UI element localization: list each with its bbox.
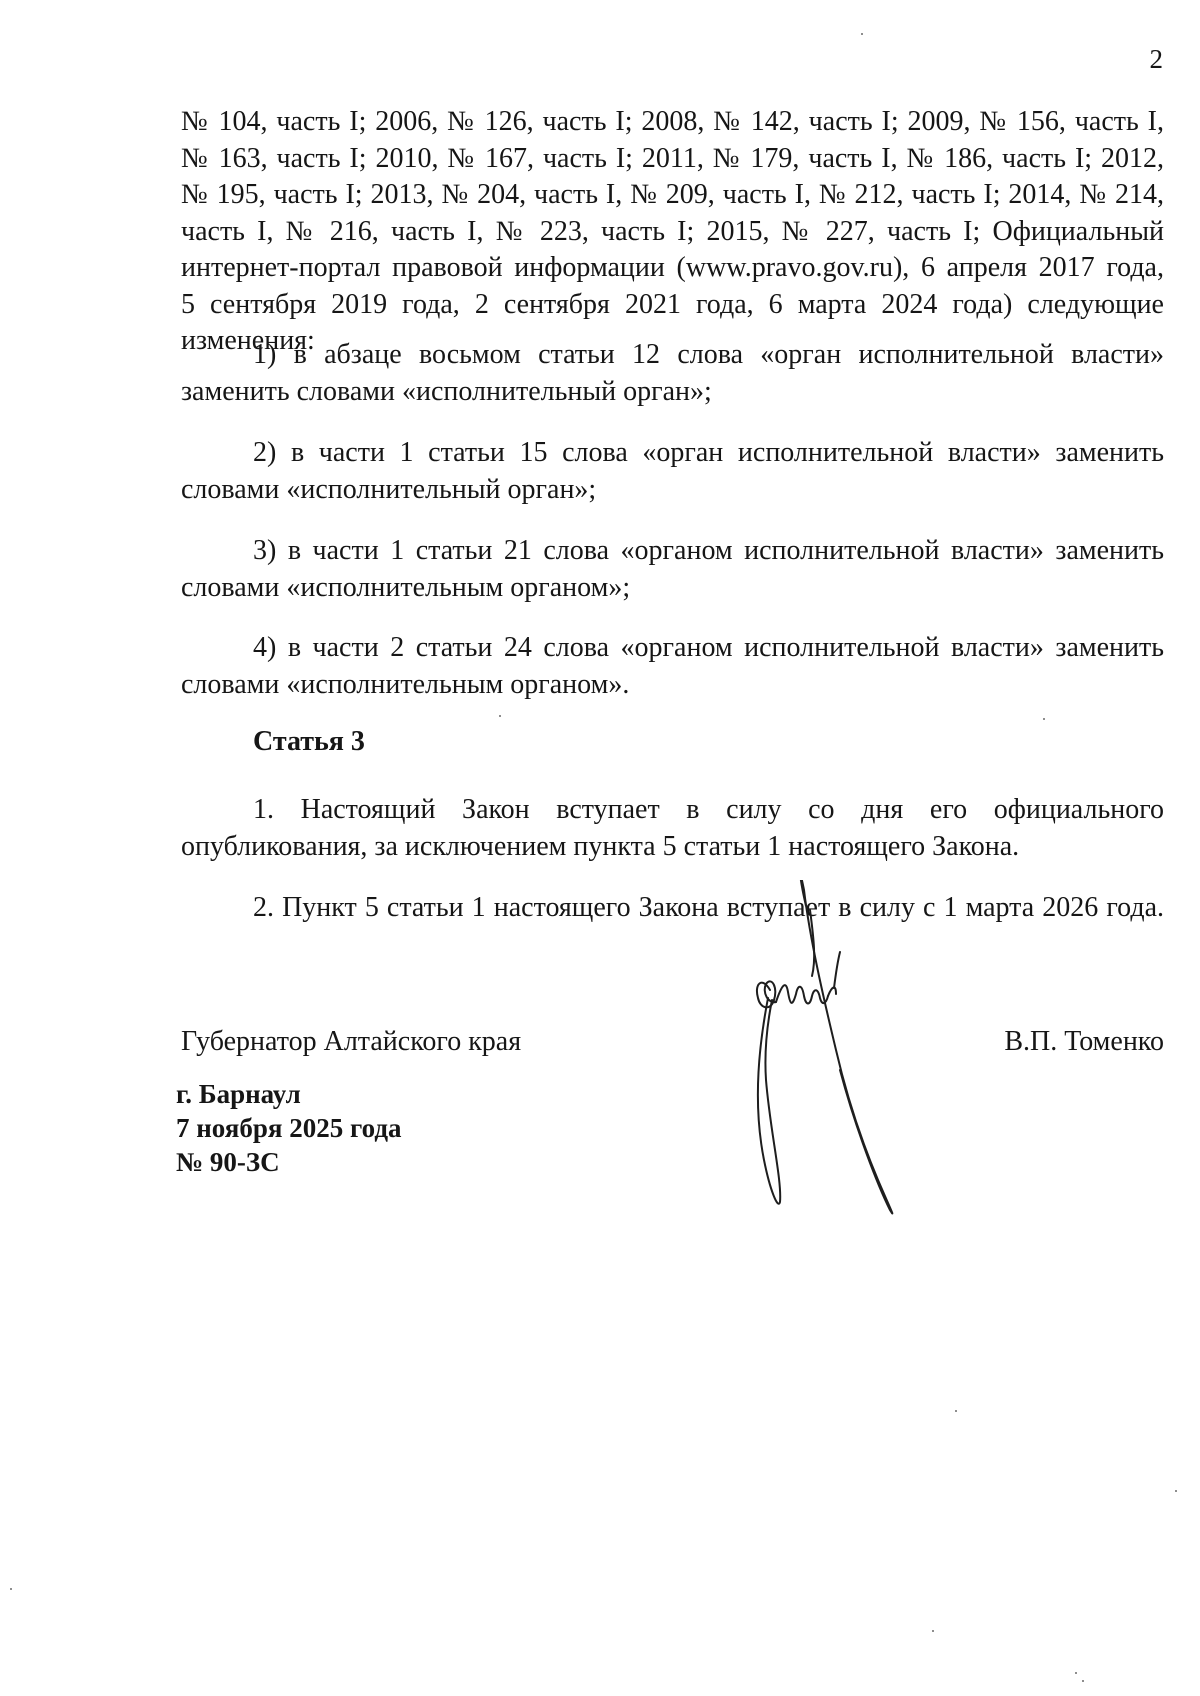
scan-speck	[499, 715, 501, 717]
scan-speck	[1075, 1672, 1077, 1674]
article-point-line: 2. Пункт 5 статьи 1 настоящего Закона вступает в силу с 1 марта 2026 года.	[253, 892, 1164, 923]
scan-speck	[1043, 718, 1045, 720]
intro-line: № 163, часть I; 2010, № 167, часть I; 2011, № 179, часть I, № 186, часть I; 2012,	[181, 142, 1164, 174]
article-point-line: 1. Настоящий Закон вступает в силу со дня его официального	[253, 794, 1164, 825]
amendment-line: словами «исполнительным органом».	[181, 668, 630, 700]
amendment-item	[181, 533, 1164, 606]
law-number: № 90-ЗС	[176, 1147, 280, 1177]
amendment-line: заменить словами «исполнительный орган»;	[181, 375, 712, 407]
scan-speck	[1175, 1490, 1177, 1492]
scan-speck	[861, 33, 863, 35]
amendment-line: 1) в абзаце восьмом статьи 12 слова «орган исполнительной власти»	[253, 339, 1164, 370]
scan-speck	[955, 1410, 957, 1412]
amendment-item	[181, 435, 1164, 508]
intro-line: интернет-портал правовой информации (www.pravo.gov.ru), 6 апреля 2017 года,	[181, 252, 1164, 283]
intro-line: изменения:	[181, 325, 315, 356]
amendment-line: словами «исполнительный орган»;	[181, 473, 597, 505]
article-point	[181, 792, 1164, 865]
signatory-title: Губернатор Алтайского края	[181, 1026, 522, 1057]
intro-line: № 195, часть I; 2013, № 204, часть I, № 209, часть I, № 212, часть I; 2014, № 214,	[181, 179, 1164, 210]
page-number: 2	[1149, 44, 1163, 74]
date: 7 ноября 2025 года	[176, 1113, 402, 1143]
place-date-block	[176, 1077, 402, 1179]
amendment-line: 4) в части 2 статьи 24 слова «органом исполнительной власти» заменить	[253, 632, 1164, 663]
amendment-line: 2) в части 1 статьи 15 слова «орган исполнительной власти» заменить	[253, 437, 1164, 468]
scan-speck	[932, 1630, 934, 1632]
handwritten-signature	[740, 880, 970, 1300]
signatory-name: В.П. Томенко	[1004, 1026, 1164, 1057]
article-heading: Статья 3	[253, 726, 365, 757]
amendment-item	[181, 630, 1164, 703]
amendment-line: словами «исполнительным органом»;	[181, 571, 631, 603]
intro-line: № 104, часть I; 2006, № 126, часть I; 2008, № 142, часть I; 2009, № 156, часть I,	[181, 106, 1164, 137]
amendment-item	[181, 337, 1164, 410]
scan-speck	[10, 1588, 12, 1590]
city: г. Барнаул	[176, 1079, 301, 1109]
intro-paragraph	[181, 104, 1164, 360]
article-point	[181, 890, 1164, 927]
intro-line: часть I, № 216, часть I, № 223, часть I; 2015, № 227, часть I; Официальный	[181, 215, 1164, 247]
intro-line: 5 сентября 2019 года, 2 сентября 2021 года, 6 марта 2024 года) следующие	[181, 288, 1164, 320]
amendment-line: 3) в части 1 статьи 21 слова «органом исполнительной власти» заменить	[253, 535, 1164, 566]
scan-speck	[1082, 1680, 1084, 1682]
article-point-line: опубликования, за исключением пункта 5 статьи 1 настоящего Закона.	[181, 830, 1020, 862]
